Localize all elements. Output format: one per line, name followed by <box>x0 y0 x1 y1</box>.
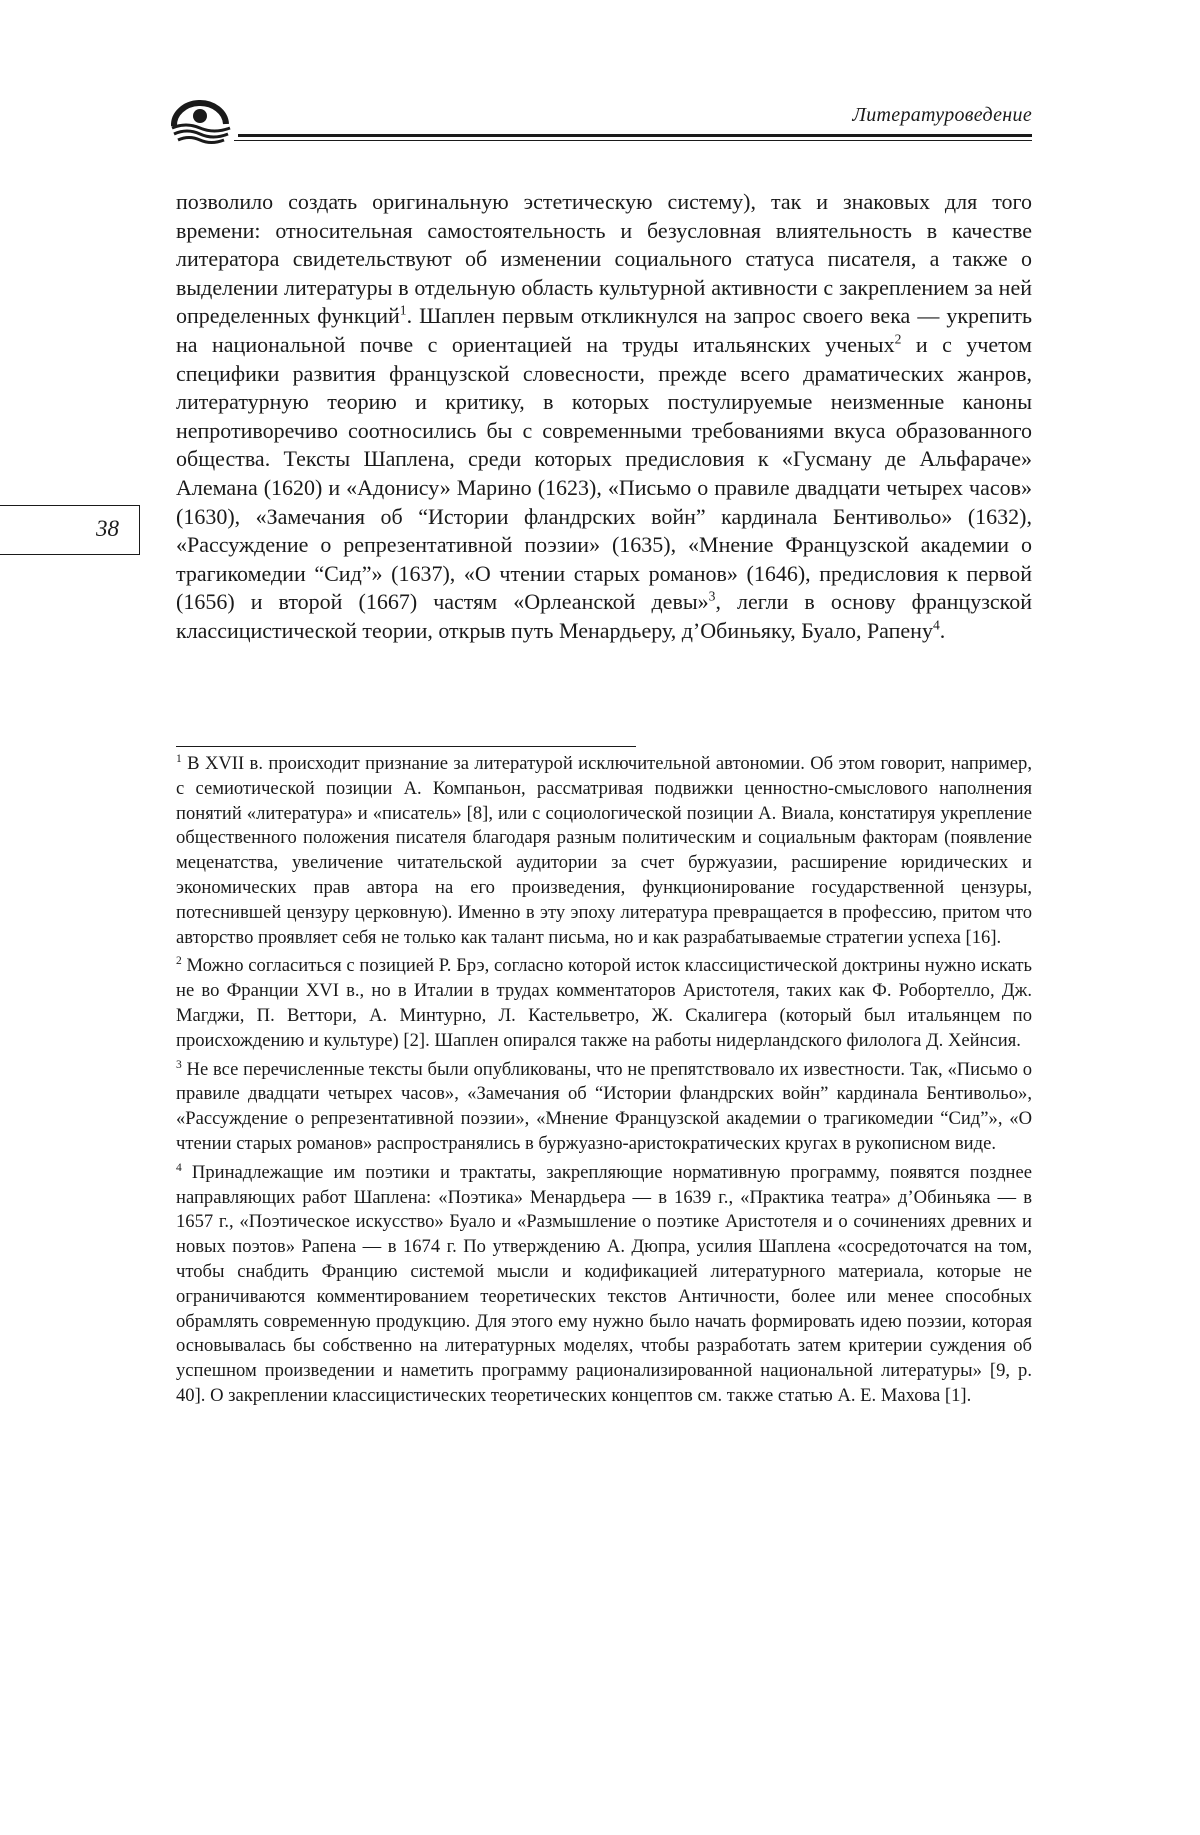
body-text-segment: . Шаплен первым откликнулся на запрос своего века — укрепить на национальной почве с ориентацией на труды итальянских ученых <box>176 303 1032 357</box>
footnote-marker: 2 <box>176 955 182 968</box>
footnote-ref: 4 <box>932 617 940 633</box>
footnote-marker: 4 <box>176 1161 182 1174</box>
footnote-ref: 2 <box>894 331 902 347</box>
footnote-marker: 3 <box>176 1058 182 1071</box>
footnote-marker: 1 <box>176 752 182 765</box>
header-rule-thick <box>238 134 1032 137</box>
body-text <box>176 188 1032 646</box>
body-text-segment: позволило создать оригинальную эстетическую систему), так и знаковых для того времени: относительная самостоятельность и безусловная влиятельность в качестве литератора свидетельствуют об изменении социального статуса писателя, а также о выделении литературы в отдельную область культурной активности с закреплением за ней определенных функций <box>176 189 1032 329</box>
footnote-ref: 1 <box>399 303 407 319</box>
body-text-segment: , легли в основу французской классицистической теории, открыв путь Менардьеру, д’Обиньяку, Буало, Рапену <box>176 589 1032 643</box>
footnote-text: Можно согласиться с позицией Р. Брэ, согласно которой исток классицистической доктрины нужно искать не во Франции XVI в., но в Италии в трудах комментаторов Аристотеля, таких как Ф. Робортелло, Дж. Магджи, П. Веттори, А. Минтурно, Л. Кастельветро, Ж. Скалигера (который был итальянцем по происхождению и культуре) [2]. Шаплен опирался также на работы нидерландского филолога Д. Хейнсия. <box>176 955 1032 1051</box>
page-header <box>168 98 1032 148</box>
page-number-tab <box>0 505 140 555</box>
page-number: 38 <box>96 516 119 541</box>
footnote-separator <box>176 746 636 747</box>
footnote <box>176 1058 1032 1157</box>
footnote <box>176 1161 1032 1409</box>
body-text-segment: и с учетом специфики развития французской словесности, прежде всего драматических жанров, литературную теорию и критику, в которых постулируемые неизменные каноны непротиворечиво соотносились бы с современными требованиями вкуса образованного общества. Тексты Шаплена, среди которых предисловия к «Гусману де Альфараче» Алемана (1620) и «Адонису» Марино (1623), «Письмо о правиле двадцати четырех часов» (1630), «Замечания об “Истории фландрских войн” кардинала Бентивольо» (1632), «Рассуждение о репрезентативной поэзии» (1635), «Мнение Французской академии о трагикомедии “Сид”» (1637), «О чтении старых романов» (1646), предисловия к первой (1656) и второй (1667) частям «Орлеанской девы» <box>176 331 1032 615</box>
footnote-text: Принадлежащие им поэтики и трактаты, закрепляющие нормативную программу, появятся позднее направляющих работ Шаплена: «Поэтика» Менардьера — в 1639 г., «Практика театра» д’Обиньяка — в 1657 г., «Поэтическое искусство» Буало и «Размышление о поэтике Аристотеля и о сочинениях древних и новых поэтов» Рапена — в 1674 г. По утверждению А. Дюпра, усилия Шаплена «сосредоточатся на том, чтобы снабдить Францию системой мысли и кодификацией литературного материала, которые не ограничиваются комментированием теоретических текстов Античности, более или менее способных обрамлять современную продукцию. Для этого ему нужно было начать формировать идею поэзии, которая основывалась бы собственно на литературных моделях, чтобы разработать затем критерии суждения об успешном произведении и наметить программу рационализированной национальной литературы» [9, p. 40]. О закреплении классицистических теоретических концептов см. также статью А. Е. Махова [1]. <box>176 1161 1032 1406</box>
header-rule-thin <box>234 140 1032 141</box>
footnote <box>176 954 1032 1053</box>
running-head: Литературоведение <box>852 104 1032 126</box>
footnote <box>176 752 1032 950</box>
footnote-text: Не все перечисленные тексты были опубликованы, что не препятствовало их известности. Так, «Письмо о правиле двадцати четырех часов», «Замечания об “Истории фландрских войн” кардинала Бентивольо», «Рассуждение о репрезентативной поэзии», «Мнение Французской академии о трагикомедии “Сид”», «О чтении старых романов» распространялись в буржуазно-аристократических кругах в рукописном виде. <box>176 1058 1032 1154</box>
footnotes <box>176 752 1032 1413</box>
footnote-text: В XVII в. происходит признание за литературой исключительной автономии. Об этом говорит, например, с семиотической позиции А. Компаньон, рассматривая подвижки ценностно-смыслового наполнения понятий «литература» и «писатель» [8], или с социологической позиции А. Виала, констатируя укрепление общественного положения писателя благодаря разным политическим и социальным факторам (появление меценатства, увеличение читательской аудитории за счет буржуазии, расширение юридических и экономических прав автора на его произведения, функционирование государственной цензуры, потеснившей цензуру церковную). Именно в эту эпоху литература превращается в профессию, притом что авторство проявляет себя не только как талант письма, но и как разрабатываемые стратегии успеха [16]. <box>176 753 1032 948</box>
footnote-ref: 3 <box>708 588 716 604</box>
journal-logo-icon <box>168 98 238 148</box>
body-text-segment: . <box>939 617 946 643</box>
